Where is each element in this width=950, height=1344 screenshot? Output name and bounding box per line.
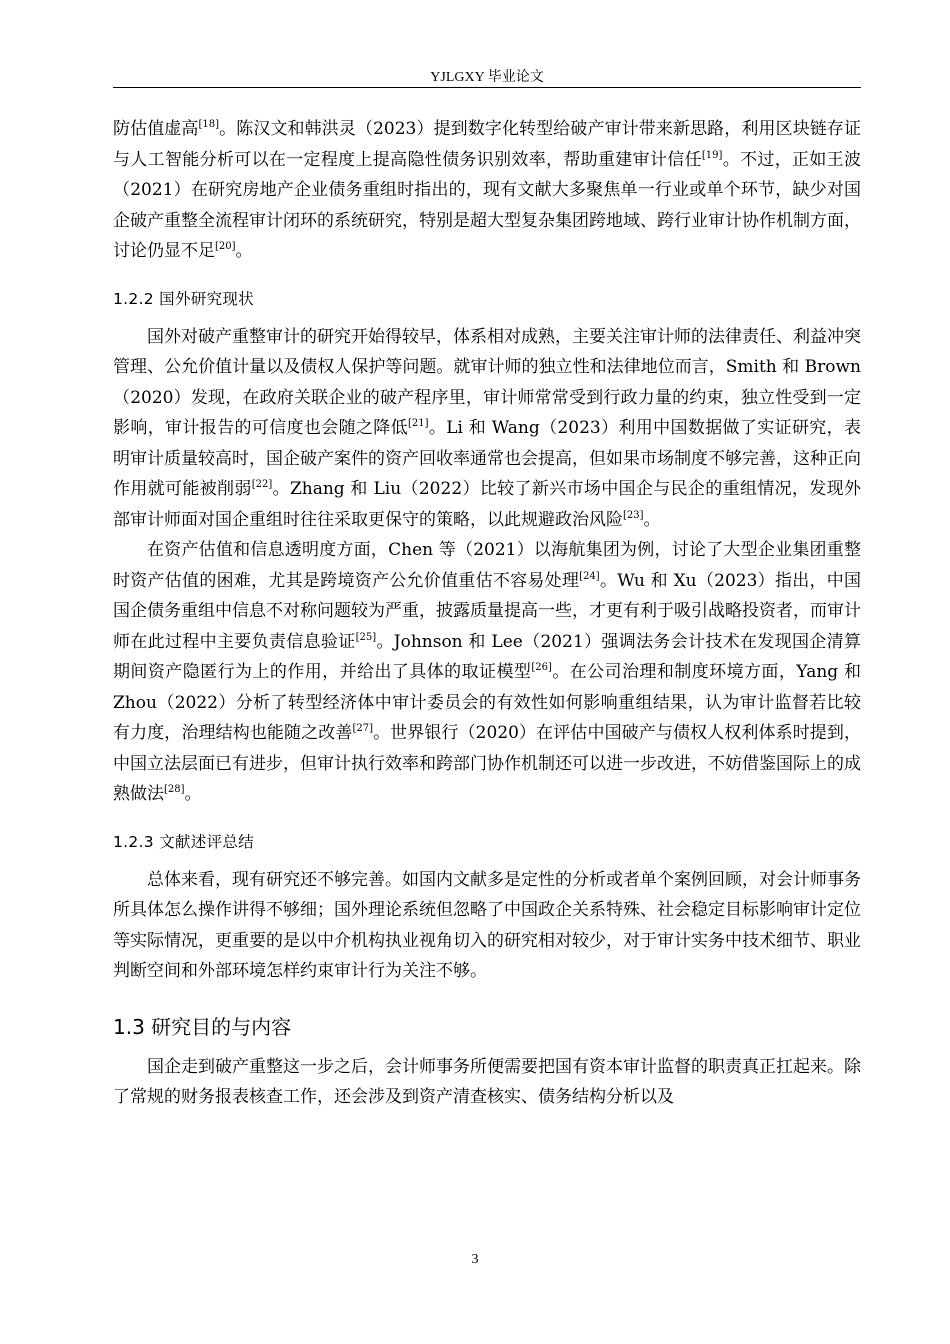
paragraph-text: 。Zhang 和 Liu（2022）比较了新兴市场中国企与民企的重组情况，发现外部审计师面对国企重组时往往采取更保守的策略，以此规避政治风险 (113, 479, 861, 530)
paragraph-literature-summary: 总体来看，现有研究还不够完善。如国内文献多是定性的分析或者单个案例回顾，对会计师事务所具体怎么操作讲得不够细；国外理论系统但忽略了中国政企关系特殊、社会稳定目标影响审计定位等实际情况，更重要的是以中介机构执业视角切入的研究相对较少，对于审计实务中技术细节、职业判断空间和外部环境怎样约束审计行为关注不够。 (113, 869, 861, 981)
header-rule (113, 87, 861, 88)
paragraph-text: 。不过，正如王波（2021）在研究房地产企业债务重组时指出的，现有文献大多聚焦单一行业或单个环节，缺少对国企破产重整全流程审计闭环的系统研究，特别是超大型复杂集团跨地域、跨行业审计协作机制方面，讨论仍显不足 (113, 149, 862, 261)
section-heading-1-2-2: 1.2.2 国外研究现状 (113, 289, 254, 308)
citation: [28] (164, 784, 185, 795)
citation: [21] (407, 418, 429, 429)
paragraph-text: 。陈汉文和韩洪灵（2023）提到数字化转型给破产审计带来新思路，利用区块链存证与人工智能分析可以在一定程度上提高隐性债务识别效率，帮助重建审计信任 (113, 119, 861, 170)
citation: [20] (215, 241, 236, 252)
section-heading-1-2-3: 1.2.3 文献述评总结 (113, 832, 254, 851)
citation: [19] (701, 149, 723, 161)
paragraph-text: 。 (235, 241, 253, 261)
citation: [26] (531, 662, 552, 673)
paragraph-text: 在资产估值和信息透明度方面，Chen 等（2021）以海航集团为例，讨论了大型企业集团重整时资产估值的困难，尤其是跨境资产公允价值重估不容易处理 (113, 540, 861, 591)
paragraph-foreign-research-1 (113, 322, 861, 536)
running-header: YJLGXY 毕业论文 (430, 70, 544, 85)
paragraph-foreign-research-2 (113, 535, 861, 810)
page-number: 3 (471, 1252, 479, 1267)
page-body (113, 114, 861, 1113)
citation: [27] (352, 723, 373, 734)
citation: [24] (579, 570, 600, 582)
paragraph-text: 国外对破产重整审计的研究开始得较早，体系相对成熟，主要关注审计师的法律责任、利益冲突管理、公允价值计量以及债权人保护等问题。就审计师的独立性和法律地位而言，Smith 和 Brown（2020）发现，在政府关联企业的破产程序里，审计师常常受到行政力量的约束，独立性受到一定影响，审计报告的可信度也会随之降低 (113, 326, 861, 438)
section-heading-1-3: 1.3 研究目的与内容 (113, 1014, 292, 1039)
citation: [23] (623, 509, 644, 521)
citation: [22] (251, 479, 273, 490)
paragraph-text: 。 (184, 784, 202, 804)
continued-paragraph (113, 114, 861, 267)
paragraph-text: 。世界银行（2020）在评估中国破产与债权人权利体系时提到，中国立法层面已有进步，但审计执行效率和跨部门协作机制还可以进一步改进，不妨借鉴国际上的成熟做法 (113, 723, 861, 804)
citation: [25] (355, 631, 377, 643)
paragraph-text: 。Wu 和 Xu（2023）指出，中国国企债务重组中信息不对称问题较为严重，披露质量提高一些，才更有利于吸引战略投资者，而审计师在此过程中主要负责信息验证 (113, 570, 862, 652)
paragraph-text: 。在公司治理和制度环境方面，Yang 和 Zhou（2022）分析了转型经济体中审计委员会的有效性如何影响重组结果，认为审计监督若比较有力度，治理结构也能随之改善 (113, 662, 861, 743)
paragraph-text: 防估值虚高 (113, 119, 199, 139)
citation: [18] (198, 119, 220, 130)
paragraph-text: 。Johnson 和 Lee（2021）强调法务会计技术在发现国企清算期间资产隐匿行为上的作用，并给出了具体的取证模型 (113, 631, 861, 682)
paragraph-research-purpose: 国企走到破产重整这一步之后，会计师事务所便需要把国有资本审计监督的职责真正扛起来。除了常规的财务报表核查工作，还会涉及到资产清查核实、债务结构分析以及 (113, 1056, 861, 1107)
paragraph-text: 。Li 和 Wang（2023）利用中国数据做了实证研究，表明审计质量较高时，国企破产案件的资产回收率通常也会提高，但如果市场制度不够完善，这种正向作用就可能被削弱 (113, 418, 862, 499)
paragraph-text: 。 (643, 509, 661, 530)
